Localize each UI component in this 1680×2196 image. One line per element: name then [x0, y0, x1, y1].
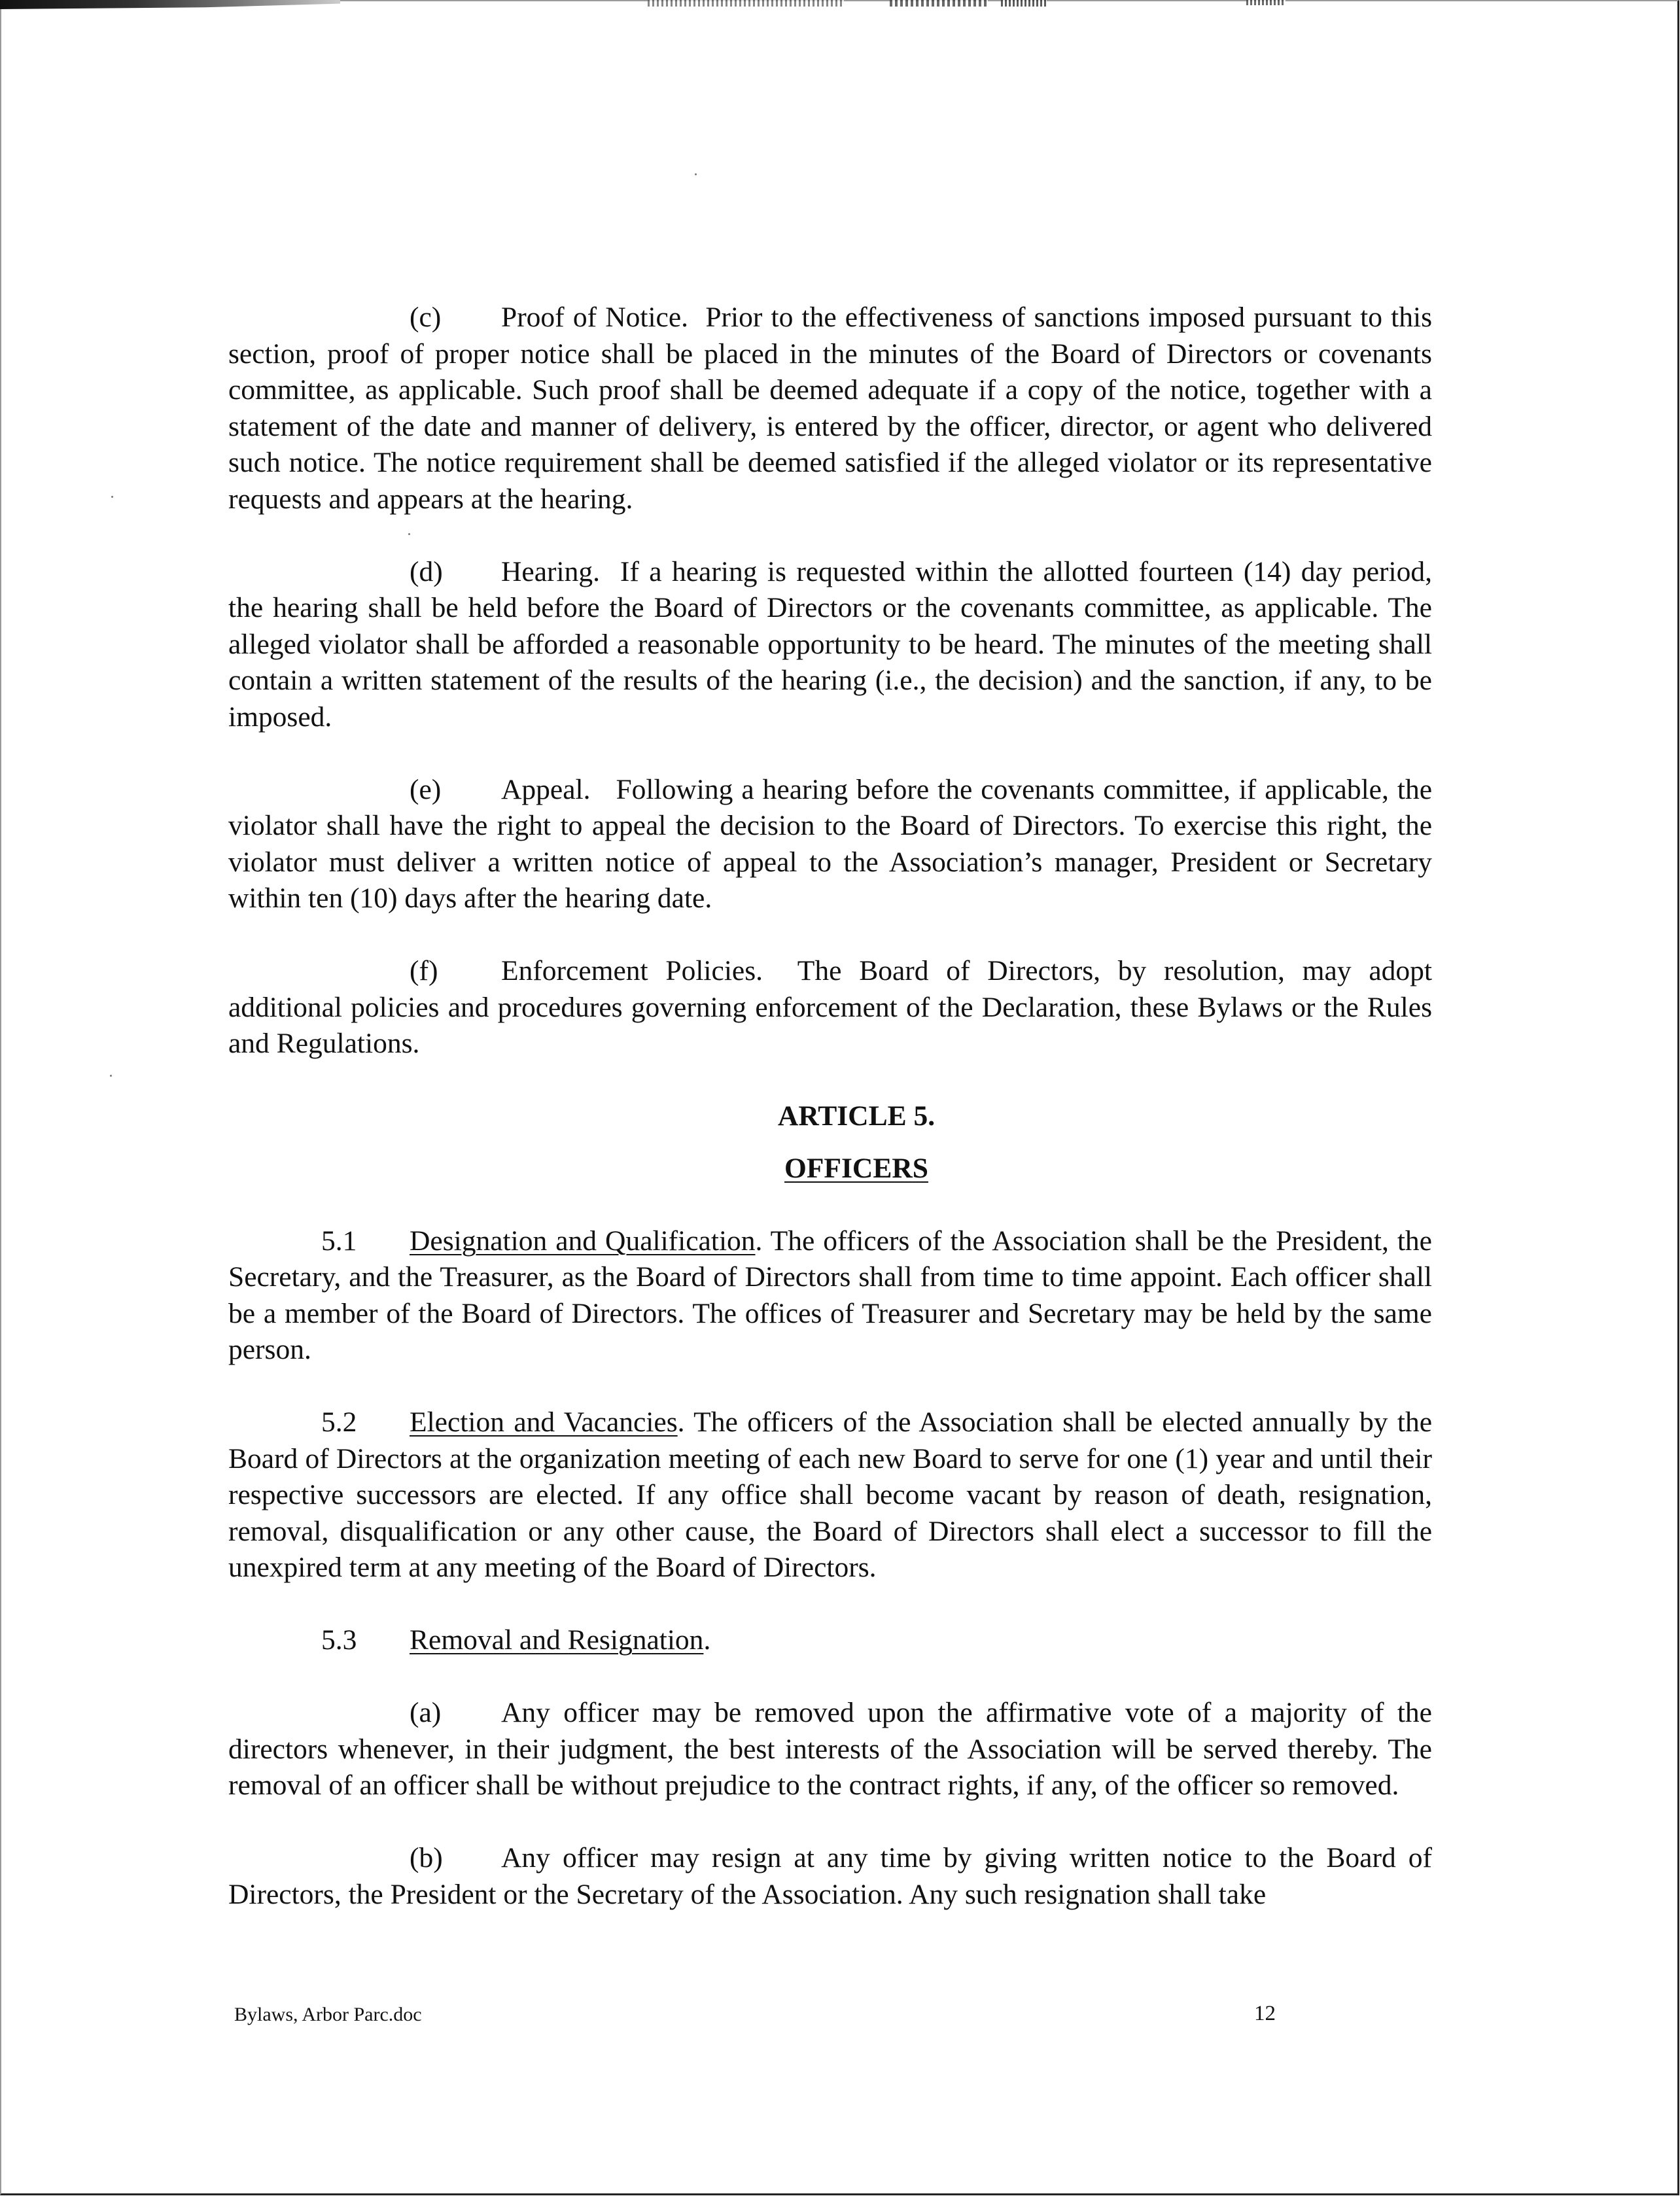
subsection-e [228, 772, 1432, 917]
subsection-d [228, 554, 1432, 736]
section-number: 5.1 [321, 1225, 357, 1257]
footer-page-number: 12 [1254, 2002, 1276, 2025]
scan-artifact [648, 0, 844, 7]
document-body [228, 300, 1432, 1949]
section-5-3 [228, 1622, 1432, 1659]
section-heading-tail: . [703, 1624, 711, 1656]
section-5-2 [228, 1404, 1432, 1586]
subsection-label: (c) [410, 302, 442, 333]
article-title: OFFICERS [784, 1152, 928, 1184]
scan-artifact [1001, 0, 1047, 7]
scan-speck [695, 173, 697, 175]
subsection-5-3-a [228, 1695, 1432, 1804]
scan-speck [111, 496, 113, 498]
subsection-label: (b) [410, 1842, 443, 1874]
section-heading: Designation and Qualification [410, 1225, 756, 1257]
section-5-1 [228, 1223, 1432, 1368]
subsection-f [228, 953, 1432, 1062]
section-number: 5.3 [321, 1624, 357, 1656]
section-number: 5.2 [321, 1406, 357, 1438]
section-text: . The officers of the Association shall be the President, the Secretary, and the Treasurer, as the Board of Directors shall from time to time appoint. Each officer shall be a member of the Board of Directors. The offices of Treasurer and Secretary may be held by the same person. [228, 1225, 1432, 1365]
subsection-5-3-b [228, 1840, 1432, 1913]
subsection-heading: Appeal. [501, 773, 591, 805]
subsection-heading: Enforcement Policies. [501, 955, 763, 986]
scan-artifact [890, 0, 988, 7]
subsection-text: Following a hearing before the covenants committee, if applicable, the violator shall have the right to appeal the decision to the Board of Directors. To exercise this right, the violator must deliver a written notice of appeal to the Association’s manager, President or Secretary within ten (10) days after the hearing date. [228, 773, 1433, 914]
subsection-c [228, 300, 1432, 517]
subsection-label: (f) [410, 955, 438, 986]
subsection-text: If a hearing is requested within the allotted fourteen (14) day period, the hearing shall be held before the Board of Directors or the covenants committee, as applicable. The alleged violator shall be afforded a reasonable opportunity to be heard. The minutes of the meeting shall contain a written statement of the results of the hearing (i.e., the decision) and the sanction, if any, to be imposed. [228, 555, 1432, 733]
scan-speck [110, 1075, 112, 1077]
subsection-text: Any officer may be removed upon the affirmative vote of a majority of the directors whenever, in their judgment, the best interests of the Association will be served thereby. The removal of an officer shall be without prejudice to the contract rights, if any, of the officer so removed. [228, 1697, 1432, 1801]
subsection-heading: Proof of Notice. [501, 302, 689, 333]
subsection-label: (a) [410, 1697, 442, 1728]
section-text: . The officers of the Association shall be elected annually by the Board of Directors at the organization meeting of each new Board to serve for one (1) year and until their respective successors are elected. If any office shall become vacant by reason of death, resignation, removal, disqualification or any other cause, the Board of Directors shall elect a successor to fill the unexpired term at any meeting of the Board of Directors. [228, 1406, 1433, 1583]
article-number: ARTICLE 5. [777, 1100, 936, 1132]
subsection-text: The Board of Directors, by resolution, may adopt additional policies and procedures governing enforcement of the Declaration, these Bylaws or the Rules and Regulations. [228, 955, 1432, 1059]
subsection-label: (e) [410, 773, 442, 805]
scan-artifact [1246, 0, 1286, 5]
subsection-text: Any officer may resign at any time by giving written notice to the Board of Directors, the President or the Secretary of the Association. Any such resignation shall take [228, 1842, 1432, 1910]
section-heading: Removal and Resignation [410, 1624, 704, 1656]
subsection-label: (d) [410, 555, 443, 587]
subsection-heading: Hearing. [501, 555, 600, 587]
section-heading: Election and Vacancies [410, 1406, 678, 1438]
subsection-text: Prior to the effectiveness of sanctions imposed pursuant to this section, proof of proper notice shall be placed in the minutes of the Board of Directors or covenants committee, as applicable. Such proof shall be deemed adequate if a copy of the notice, together with a statement of the date and manner of delivery, is entered by the officer, director, or agent who delivered such notice. The notice requirement shall be deemed satisfied if the alleged violator or its representative requests and appears at the hearing. [228, 302, 1433, 515]
footer-filename: Bylaws, Arbor Parc.doc [234, 2004, 422, 2025]
